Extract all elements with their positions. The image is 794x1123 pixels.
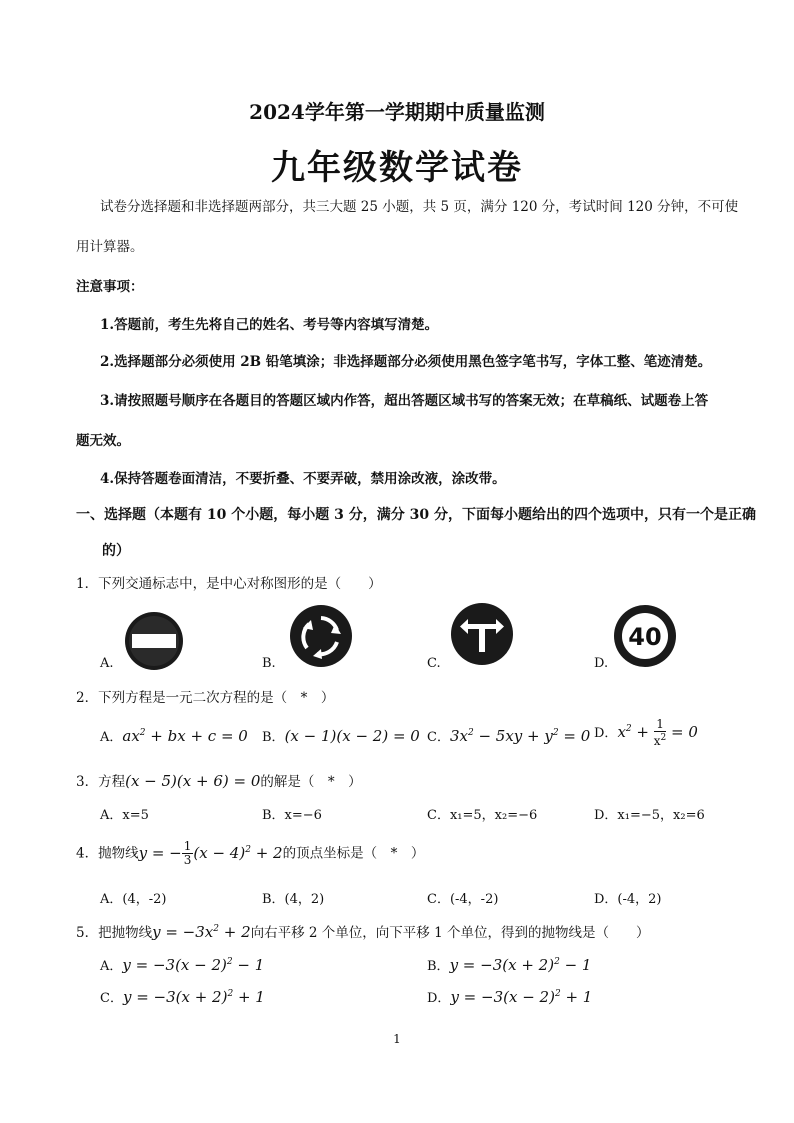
q1-sign-c	[450, 602, 514, 666]
q1-sign-b	[289, 604, 353, 668]
q2-option-c: C．$3x^2 - 5xy + y^2 = 0$	[427, 727, 591, 745]
notice-item-1: 1.答题前，考生先将自己的姓名、考号等内容填写清楚。	[100, 317, 439, 333]
q3-option-c: C．x₁=5，x₂=−6	[427, 808, 538, 823]
notice-item-3: 3.请按照题号顺序在各题目的答题区域内作答，超出答题区域书写的答案无效；在草稿纸、试题卷上答	[100, 393, 709, 409]
q3-option-a: A．x=5	[100, 808, 149, 823]
page-number: 1	[393, 1032, 401, 1046]
q2-option-b: B．(x − 1)(x − 2) = 0	[262, 727, 420, 745]
q4-option-b: B．(4，2)	[262, 892, 325, 907]
speed-limit-value: 40	[628, 623, 662, 651]
q2-stem: 2．下列方程是一元二次方程的是（ * ）	[76, 690, 335, 706]
notice-item-2: 2.选择题部分必须使用 2B 铅笔填涂；非选择题部分必须使用黑色签字笔书写，字体工整、笔迹清楚。	[100, 354, 712, 370]
q4-option-a: A．(4，-2)	[100, 892, 167, 907]
q5-stem: 5．把抛物线$y = -3x^2 + 2$向右平移 2 个单位，向下平移 1 个单位，得到的抛物线是（ ）	[76, 923, 650, 941]
q3-option-b: B．x=−6	[262, 808, 322, 823]
q5-option-d: D．$y = -3(x - 2)^2 + 1$	[427, 988, 593, 1006]
q2-option-d: D．$x^2$ + $\frac{1}{x^2}$ = 0	[594, 717, 698, 748]
q2-option-a: A．$ax^2$ + bx + c = 0	[100, 727, 248, 745]
exam-title-line2: 九年级数学试卷	[271, 148, 523, 188]
q4-stem: 4．抛物线y = − $\frac{1}{3}$ $(x - 4)^2 + 2$的顶点坐标是（ * ）	[76, 839, 425, 867]
q3-stem: 3．方程(x − 5)(x + 6) = 0的解是（ * ）	[76, 772, 362, 790]
q1-label-a: A.	[100, 656, 114, 671]
exam-title-line1: 2024学年第一学期期中质量监测	[249, 100, 545, 124]
intro-line1: 试卷分选择题和非选择题两部分，共三大题 25 小题，共 5 页，满分 120 分，考试时间 120 分钟，不可使	[100, 199, 739, 215]
section1-heading-cont: 的）	[102, 543, 130, 559]
q4-option-d: D．(-4，2)	[594, 892, 662, 907]
q1-sign-d	[613, 604, 677, 668]
no-entry-sign-icon	[123, 610, 185, 672]
q4-option-c: C．(-4，-2)	[427, 892, 499, 907]
roundabout-sign-icon	[289, 604, 353, 668]
turn-left-right-sign-icon	[450, 602, 514, 666]
speed-limit-sign-icon	[613, 604, 677, 668]
q5-option-b: B．$y = -3(x + 2)^2 - 1$	[427, 956, 592, 974]
intro-line2: 用计算器。	[76, 239, 144, 255]
q1-stem: 1．下列交通标志中，是中心对称图形的是（ ）	[76, 576, 382, 592]
q5-option-a: A．$y = -3(x - 2)^2 - 1$	[100, 956, 265, 974]
notice-item-4: 4.保持答题卷面清洁，不要折叠、不要弄破，禁用涂改液，涂改带。	[100, 471, 506, 487]
q1-sign-a	[123, 610, 185, 672]
q1-label-d: D.	[594, 656, 609, 671]
q1-label-b: B.	[262, 656, 276, 671]
section1-heading: 一、选择题（本题有 10 个小题，每小题 3 分，满分 30 分，下面每小题给出的四个选项中，只有一个是正确	[76, 507, 756, 523]
notice-heading: 注意事项：	[76, 279, 144, 295]
notice-item-3-cont: 题无效。	[76, 433, 130, 449]
q1-label-c: C.	[427, 656, 441, 671]
q3-option-d: D．x₁=−5，x₂=6	[594, 808, 705, 823]
q5-option-c: C．$y = -3(x + 2)^2 + 1$	[100, 988, 265, 1006]
